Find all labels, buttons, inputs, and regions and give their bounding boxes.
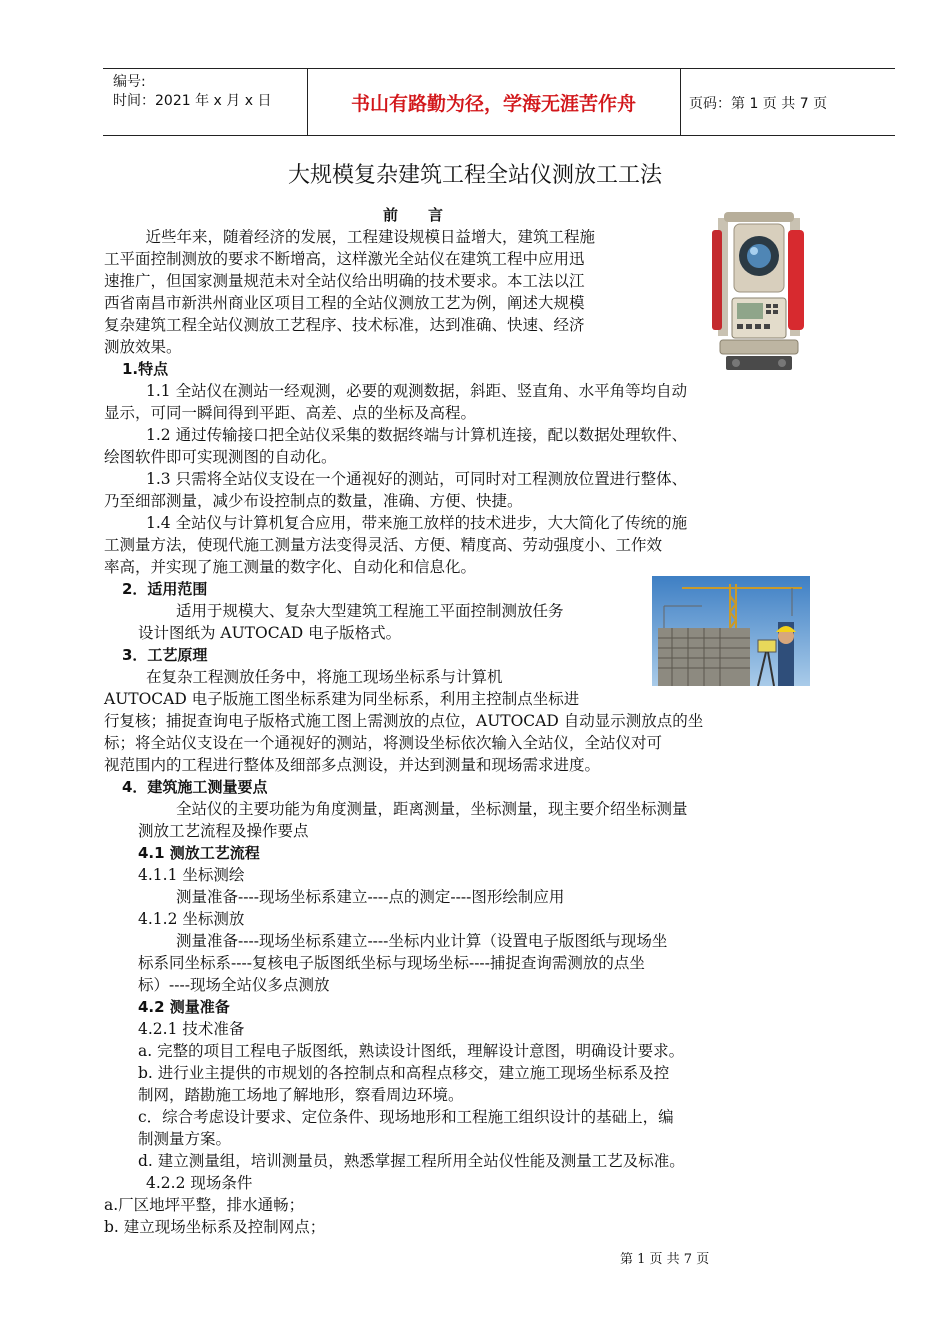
text-line: b. 建立现场坐标系及控制网点； bbox=[104, 1218, 326, 1236]
text-line: 行复核；捕捉查询电子版格式施工图上需测放的点位，AUTOCAD 自动显示测放点的坐 bbox=[104, 712, 704, 730]
text-line: 标）----现场全站仪多点测放 bbox=[138, 976, 330, 994]
section-heading: 2．适用范围 bbox=[122, 580, 208, 598]
section-heading: 3．工艺原理 bbox=[122, 646, 208, 664]
document-number: 编号: bbox=[113, 74, 146, 90]
text-line: 显示，可同一瞬间得到平距、高差、点的坐标及高程。 bbox=[104, 404, 477, 422]
text-line: 制网，踏勘施工场地了解地形，察看周边环境。 bbox=[138, 1086, 464, 1104]
text-line: 制测量方案。 bbox=[138, 1130, 232, 1148]
header-slogan: 书山有路勤为径，学海无涯苦作舟 bbox=[350, 92, 636, 115]
text-line: 4.1.2 坐标测放 bbox=[138, 910, 245, 928]
text-line: a. 完整的项目工程电子版图纸，熟读设计图纸，理解设计意图，明确设计要求。 bbox=[138, 1042, 685, 1060]
text-line: 测放效果。 bbox=[104, 338, 182, 356]
text-line: 测量准备----现场坐标系建立----点的测定----图形绘制应用 bbox=[176, 888, 565, 906]
text-line: 测放工艺流程及操作要点 bbox=[138, 822, 309, 840]
text-line: 速推广，但国家测量规范未对全站仪给出明确的技术要求。本工法以江 bbox=[104, 272, 585, 290]
text-line: 适用于规模大、复杂大型建筑工程施工平面控制测放任务 bbox=[176, 602, 564, 620]
construction-site-image bbox=[652, 576, 810, 686]
text-line: 设计图纸为 AUTOCAD 电子版格式。 bbox=[138, 624, 402, 642]
text-line: 4.2.2 现场条件 bbox=[146, 1174, 253, 1192]
section-heading: 1.特点 bbox=[122, 360, 169, 378]
text-line: 测量准备----现场坐标系建立----坐标内业计算（设置电子版图纸与现场坐 bbox=[176, 932, 668, 950]
section-heading: 4．建筑施工测量要点 bbox=[122, 778, 268, 796]
text-line: c．综合考虑设计要求、定位条件、现场地形和工程施工组织设计的基础上，编 bbox=[138, 1108, 674, 1126]
text-line: a.厂区地坪平整，排水通畅； bbox=[104, 1196, 305, 1214]
text-line: d. 建立测量组，培训测量员，熟悉掌握工程所用全站仪性能及测量工艺及标准。 bbox=[138, 1152, 685, 1170]
text-line: 标；将全站仪支设在一个通视好的测站，将测设坐标依次输入全站仪，全站仪对可 bbox=[104, 734, 663, 752]
text-line: 绘图软件即可实现测图的自动化。 bbox=[104, 448, 337, 466]
header-meta bbox=[113, 73, 271, 111]
text-line: 在复杂工程测放任务中，将施工现场坐标系与计算机 bbox=[146, 668, 503, 686]
document-title: 大规模复杂建筑工程全站仪测放工工法 bbox=[287, 163, 662, 188]
text-line: 1.1 全站仪在测站一经观测，必要的观测数据，斜距、竖直角、水平角等均自动 bbox=[146, 382, 688, 400]
text-line: 近些年来，随着经济的发展，工程建设规模日益增大，建筑工程施 bbox=[130, 228, 596, 246]
text-line: 4.2.1 技术准备 bbox=[138, 1020, 245, 1038]
total-station-image bbox=[706, 210, 812, 376]
text-line: 复杂建筑工程全站仪测放工艺程序、技术标准，达到准确、快速、经济 bbox=[104, 316, 585, 334]
text-line: 乃至细部测量，减少布设控制点的数量，准确、方便、快捷。 bbox=[104, 492, 523, 510]
text-line: 1.2 通过传输接口把全站仪采集的数据终端与计算机连接，配以数据处理软件、 bbox=[146, 426, 688, 444]
text-line: 率高，并实现了施工测量的数字化、自动化和信息化。 bbox=[104, 558, 477, 576]
text-line: 标系同坐标系----复核电子版图纸坐标与现场坐标----捕捉查询需测放的点坐 bbox=[138, 954, 645, 972]
subsection-heading: 4.1 测放工艺流程 bbox=[138, 844, 260, 862]
page-header bbox=[103, 68, 895, 136]
section-heading-preface: 前 言 bbox=[383, 206, 444, 224]
header-divider bbox=[680, 69, 681, 135]
text-line: 全站仪的主要功能为角度测量，距离测量，坐标测量，现主要介绍坐标测量 bbox=[176, 800, 688, 818]
text-line: 工平面控制测放的要求不断增高，这样激光全站仪在建筑工程中应用迅 bbox=[104, 250, 585, 268]
text-line: AUTOCAD 电子版施工图坐标系建为同坐标系，利用主控制点坐标进 bbox=[104, 690, 580, 708]
text-line: b. 进行业主提供的市规划的各控制点和高程点移交，建立施工现场坐标系及控 bbox=[138, 1064, 670, 1082]
text-line: 视范围内的工程进行整体及细部多点测设，并达到测量和现场需求进度。 bbox=[104, 756, 601, 774]
subsection-heading: 4.2 测量准备 bbox=[138, 998, 230, 1016]
page-footer: 第 1 页 共 7 页 bbox=[620, 1252, 710, 1267]
text-line: 1.4 全站仪与计算机复合应用，带来施工放样的技术进步，大大简化了传统的施 bbox=[146, 514, 688, 532]
text-line: 1.3 只需将全站仪支设在一个通视好的测站，可同时对工程测放位置进行整体、 bbox=[146, 470, 688, 488]
header-page-number: 页码：第 1 页 共 7 页 bbox=[689, 96, 828, 112]
text-line: 4.1.1 坐标测绘 bbox=[138, 866, 245, 884]
text-line: 西省南昌市新洪州商业区项目工程的全站仪测放工艺为例，阐述大规模 bbox=[104, 294, 585, 312]
text-line: 工测量方法，使现代施工测量方法变得灵活、方便、精度高、劳动强度小、工作效 bbox=[104, 536, 663, 554]
document-date: 时间：2021 年 x 月 x 日 bbox=[113, 93, 272, 109]
